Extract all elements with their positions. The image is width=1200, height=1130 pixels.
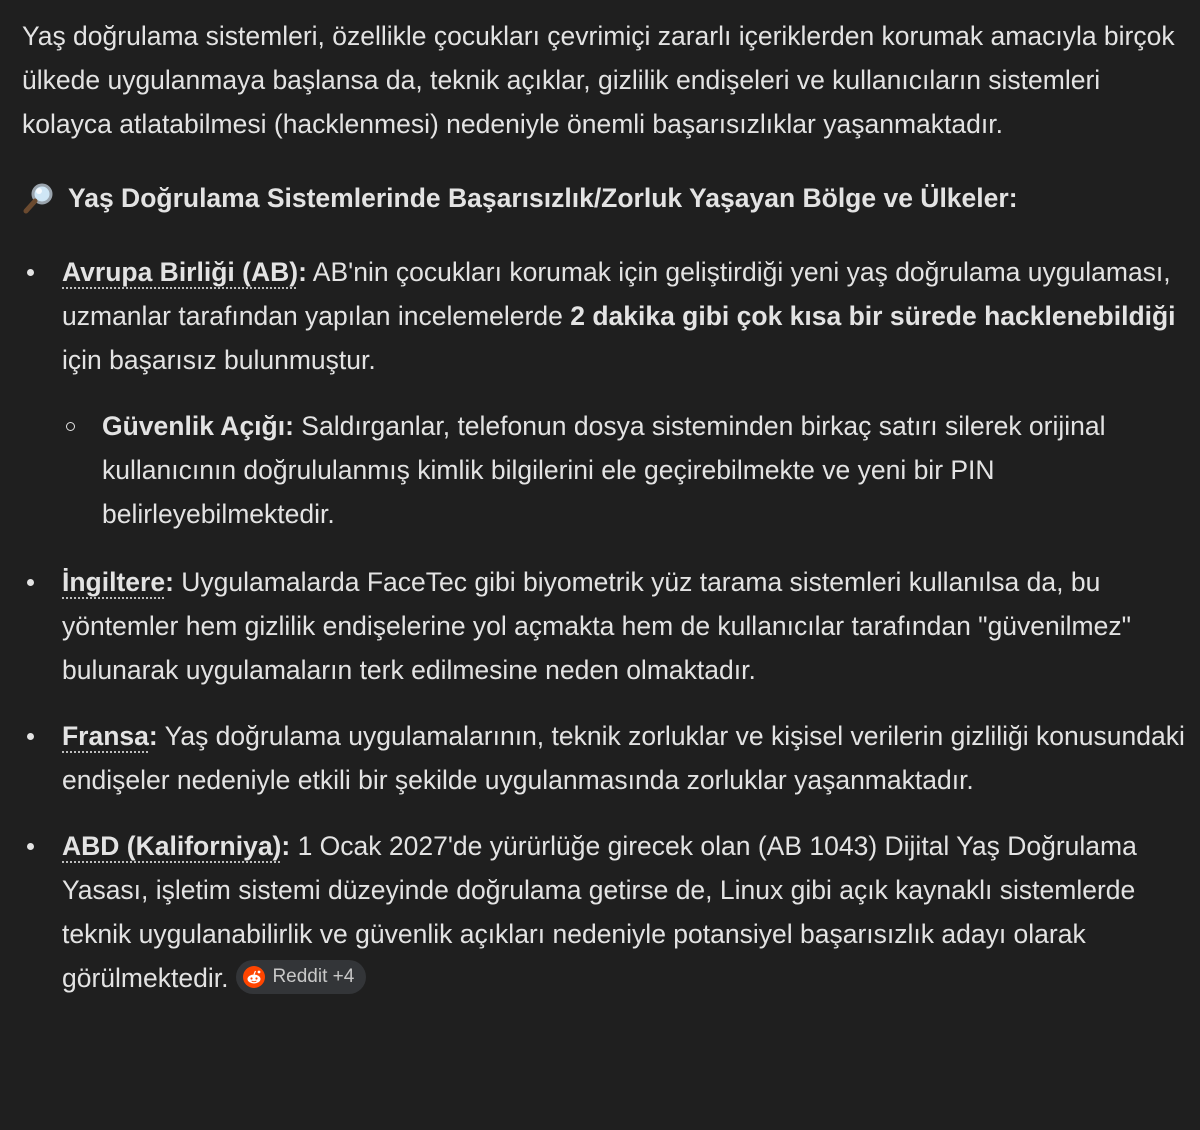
source-chip[interactable] [236, 960, 366, 994]
list-item-france [22, 714, 1190, 802]
sub-item-text: Saldırganlar, telefonun dosya sisteminden birkaç satırı silerek orijinal kullanıcının doğrululanmış kimlik bilgilerini ele geçirebilmekte ve yeni bir PIN belirleyebilmektedir. [102, 411, 1106, 529]
label-colon: : [281, 831, 291, 861]
item-text: Uygulamalarda FaceTec gibi biyometrik yüz tarama sistemleri kullanılsa da, bu yöntemler hem gizlilik endişelerine yol açmakta hem de kullanıcılar tarafından "güvenilmez" bulunarak uygulamaların terk edilmesine neden olmaktadır. [62, 567, 1132, 685]
sub-item-label: Güvenlik Açığı: [102, 411, 294, 441]
item-text: AB'nin çocukları korumak için geliştirdiği yeni yaş doğrulama uygulaması, uzmanlar tarafından yapılan incelemelerde [62, 257, 1171, 331]
link-usa-california[interactable]: ABD (Kaliforniya) [62, 831, 282, 861]
eu-sublist [62, 404, 1190, 536]
country-list [22, 250, 1190, 1000]
intro-paragraph: Yaş doğrulama sistemleri, özellikle çocukları çevrimiçi zararlı içeriklerden korumak amacıyla birçok ülkede uygulanmaya başlansa da, teknik açıklar, gizlilik endişeleri ve kullanıcıların sistemleri kolayca atlatabilmesi (hacklenmesi) nedeniyle önemli başarısızlıklar yaşanmaktadır. [22, 21, 1175, 139]
response-content [22, 14, 1190, 1022]
bullet-dot [27, 579, 34, 586]
label-colon: : [148, 721, 158, 751]
link-uk[interactable]: İngiltere [62, 567, 166, 597]
list-item-usa [22, 824, 1190, 1000]
reddit-icon [242, 965, 266, 989]
list-item-uk [22, 560, 1190, 692]
section-heading-text: Yaş Doğrulama Sistemlerinde Başarısızlık/Zorluk Yaşayan Bölge ve Ülkeler: [68, 183, 1018, 213]
item-text: 1 Ocak 2027'de yürürlüğe girecek olan (AB 1043) Dijital Yaş Doğrulama Yasası, işletim sistemi düzeyinde doğrulama getirse de, Linux gibi açık kaynaklı sistemlerde teknik uygulanabilirlik ve güvenlik açıkları nedeniyle potansiyel başarısızlık adayı olarak görülmektedir. [62, 831, 1137, 993]
label-colon: : [165, 567, 174, 597]
item-text: için başarısız bulunmuştur. [62, 345, 376, 375]
list-item-eu [22, 250, 1190, 536]
link-france[interactable]: Fransa [62, 721, 149, 751]
item-text: Yaş doğrulama uygulamalarının, teknik zorluklar ve kişisel verilerin gizliliği konusundaki endişeler nedeniyle etkili bir şekilde uygulanmasında zorluklar yaşanmaktadır. [62, 721, 1185, 795]
sub-list-item-security [62, 404, 1190, 536]
bullet-circle [66, 422, 75, 431]
magnifying-glass-icon [22, 181, 56, 215]
bullet-dot [27, 843, 34, 850]
label-colon: : [298, 257, 307, 287]
source-chip-label: Reddit +4 [272, 966, 355, 987]
section-heading [22, 176, 1190, 220]
link-eu[interactable]: Avrupa Birliği (AB) [62, 257, 299, 287]
bullet-dot [27, 733, 34, 740]
item-bold-text: 2 dakika gibi çok kısa bir sürede hacklenebildiği [570, 301, 1176, 331]
bullet-dot [27, 269, 34, 276]
